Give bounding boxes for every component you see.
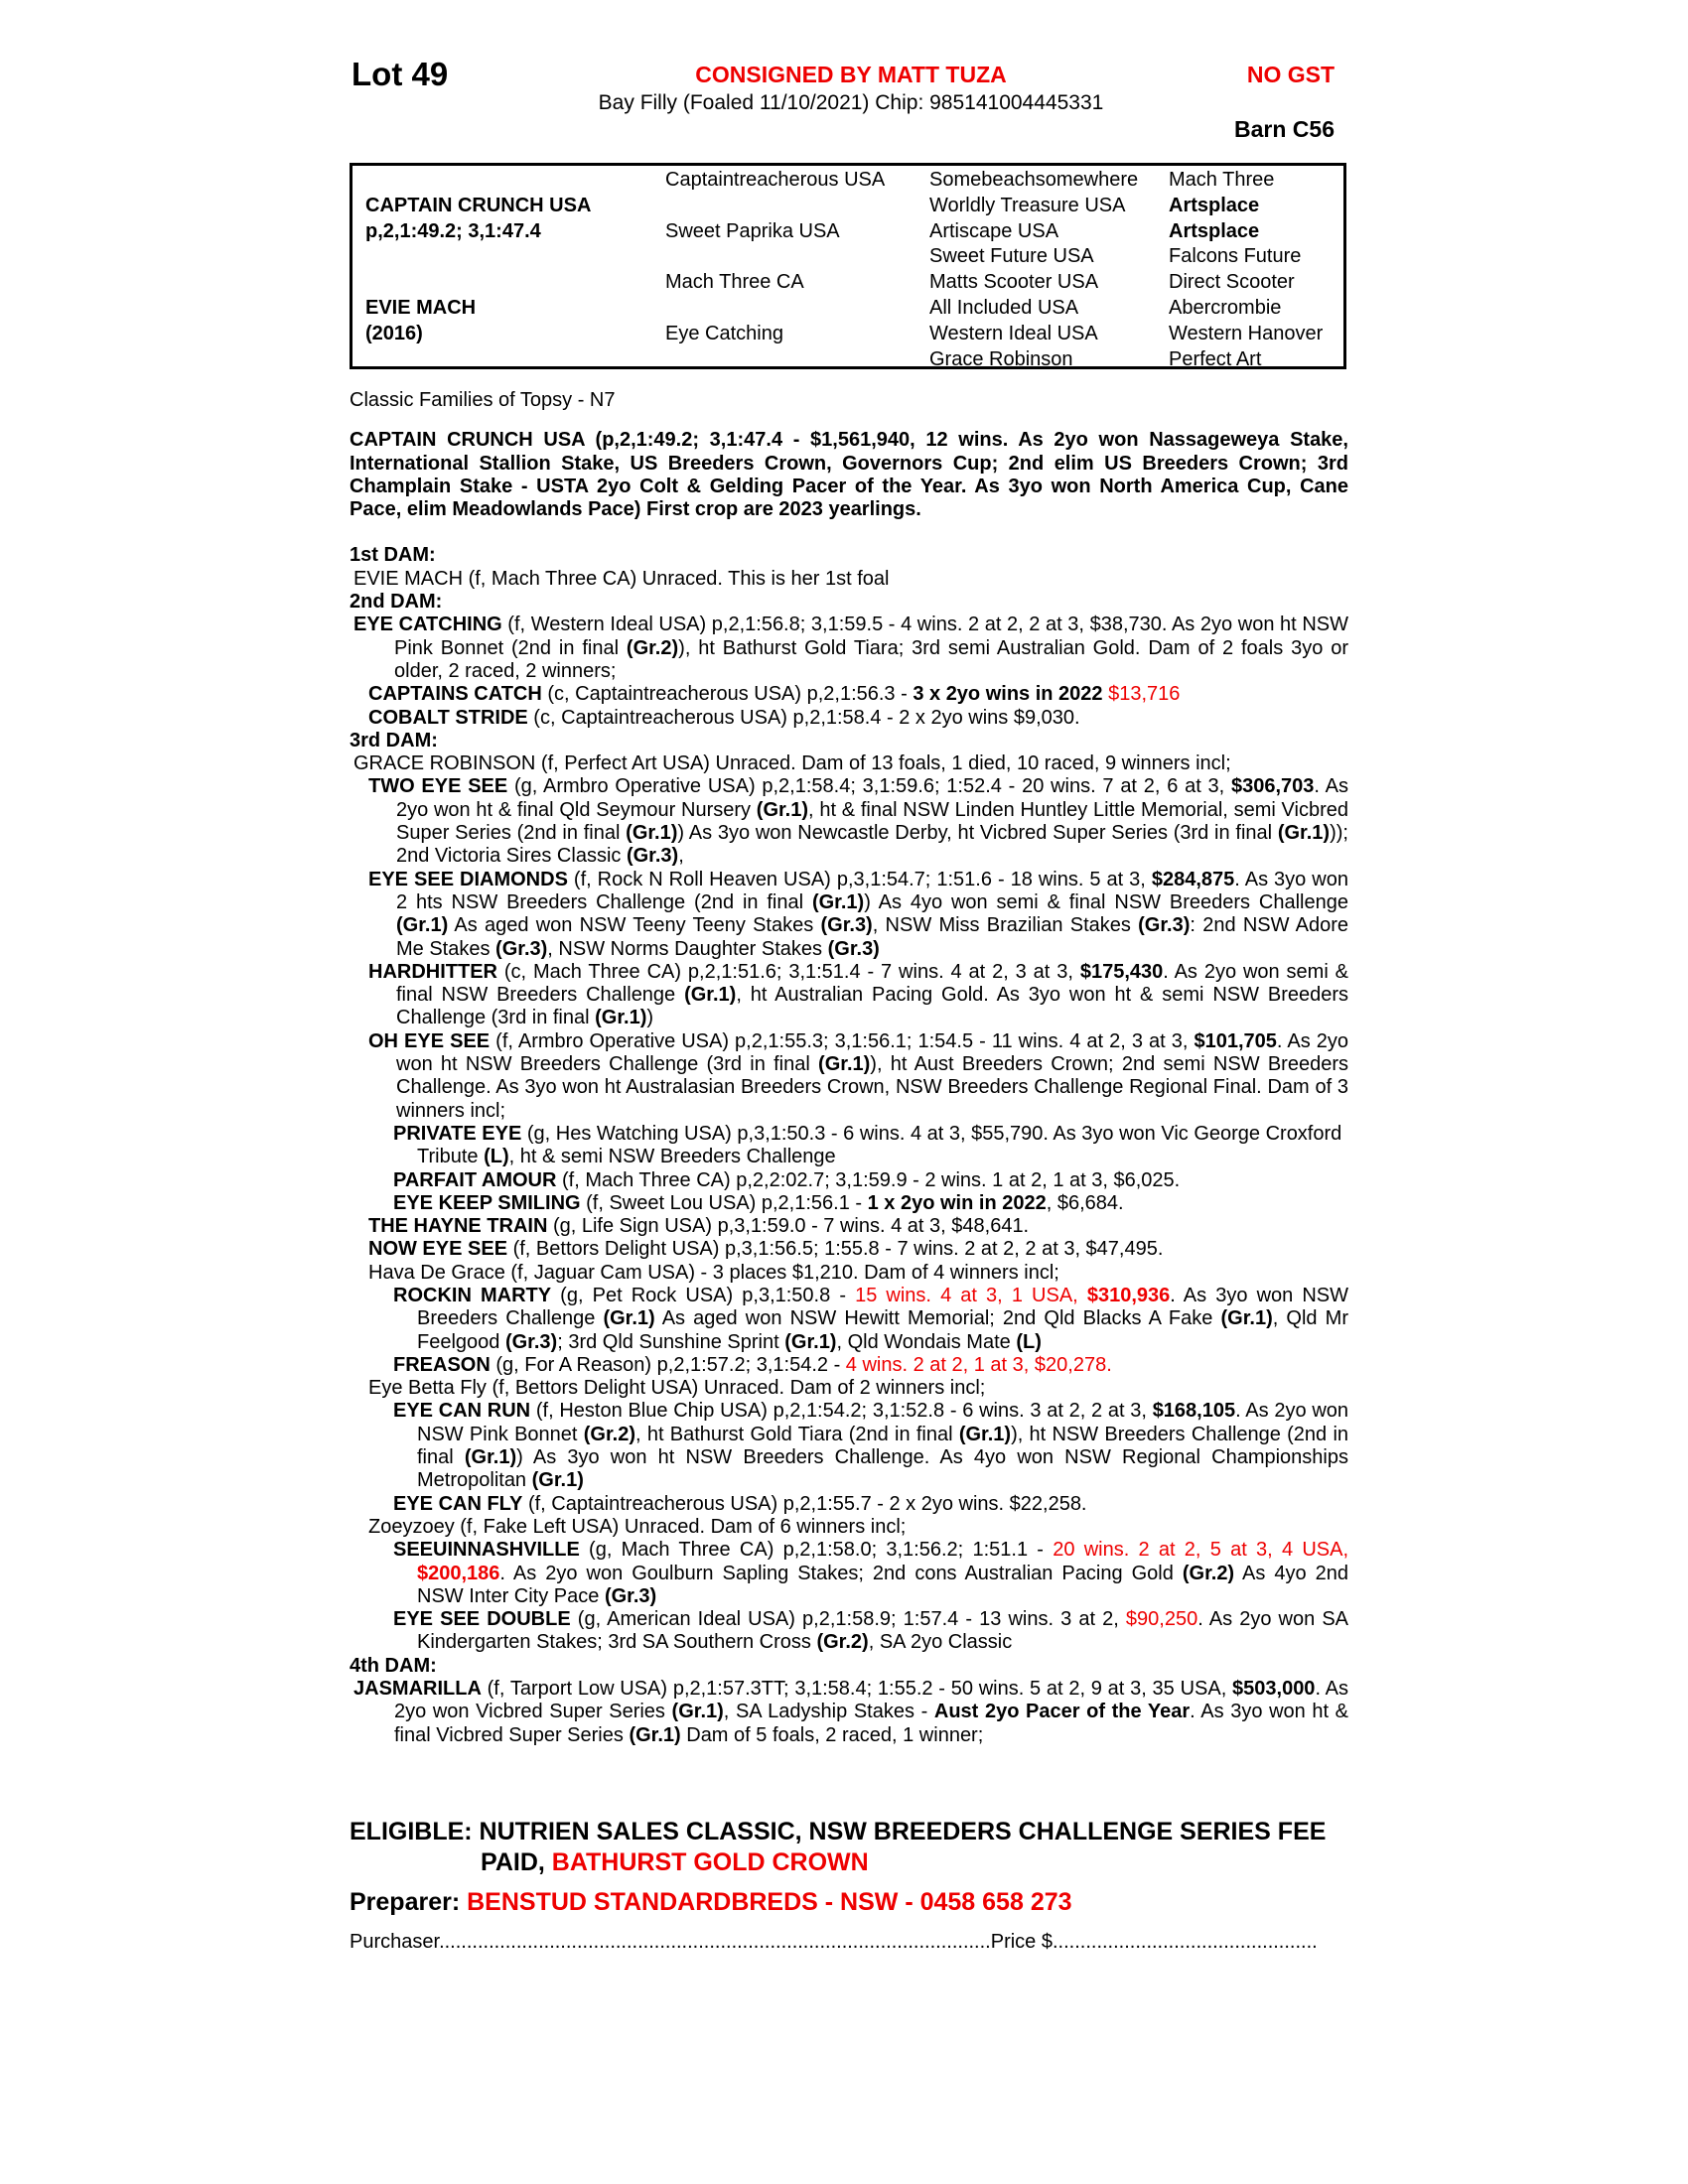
- pedigree-cell: [665, 296, 929, 322]
- text-run: (c, Captaintreacherous USA) p,2,1:56.3 -: [541, 683, 914, 706]
- pedigree-text: [350, 389, 1348, 1747]
- text-run: (Gr.3): [604, 1584, 657, 1607]
- text-run: , SA 2yo Classic: [868, 1631, 1013, 1654]
- text-run: (f, Heston Blue Chip USA) p,2,1:54.2; 3,1:52.8 - 6 wins. 3 at 2, 2 at 3,: [530, 1400, 1153, 1423]
- pedigree-cell: [665, 347, 929, 369]
- text-run: FREASON: [393, 1353, 491, 1376]
- text-run: EYE CAN RUN: [393, 1400, 531, 1423]
- text-run: (Gr.1): [629, 1723, 681, 1746]
- pedigree-cell: [365, 168, 665, 194]
- eligibility-paid: PAID,: [481, 1848, 552, 1876]
- text-run: TWO EYE SEE: [368, 775, 508, 798]
- text-run: . As 2yo won Goulburn Sapling Stakes; 2nd cons Australian Pacing Gold: [499, 1562, 1183, 1584]
- text-run: PRIVATE EYE: [393, 1122, 522, 1145]
- pedigree-cell: Western Ideal USA: [929, 322, 1098, 344]
- foal-description: Bay Filly (Foaled 11/10/2021) Chip: 985141004445331: [598, 91, 1104, 114]
- text-run: . As 2yo won ht & final Qld Seymour Nursery: [396, 775, 1348, 821]
- pedigree-cell: Worldly Treasure USA: [929, 194, 1126, 216]
- pedigree-cell: [365, 270, 665, 296]
- text-run: EVIE MACH (f, Mach Three CA) Unraced. This is her 1st foal: [353, 567, 890, 590]
- text-run: GRACE ROBINSON (f, Perfect Art USA) Unraced. Dam of 13 foals, 1 died, 10 raced, 9 winners incl;: [353, 752, 1231, 775]
- heading-4th-dam: [350, 1655, 1348, 1678]
- pedigree-cell: Somebeachsomewhere: [929, 169, 1139, 191]
- text-run: $168,105: [1152, 1400, 1236, 1423]
- eligibility-bathurst-gold-crown: BATHURST GOLD CROWN: [551, 1848, 869, 1876]
- text-run: (Gr.1): [958, 1423, 1012, 1445]
- pedigree-cell: Matts Scooter USA: [929, 271, 1099, 294]
- consigned-by: CONSIGNED BY MATT TUZA: [695, 62, 1007, 87]
- purchaser-label: Purchaser: [350, 1931, 440, 1953]
- text-run: 15 wins. 4 at 3, 1 USA,: [855, 1284, 1087, 1306]
- text-run: , ht Australian Pacing Gold. As 3yo won ht & semi NSW Breeders Challenge (3rd in final: [396, 984, 1349, 1029]
- preparer-line: [350, 1887, 1348, 1918]
- entry-hardhitter: [350, 961, 1348, 1030]
- pedigree-cell: [665, 194, 929, 219]
- text-run: EYE SEE DOUBLE: [393, 1608, 571, 1631]
- purchaser-dotted-line: ....................................................................................................: [439, 1931, 991, 1953]
- text-run: , ht & final NSW Linden Huntley Little Memorial, semi Vicbred Super Series (2nd in final: [396, 798, 1348, 845]
- text-run: 4th DAM:: [350, 1654, 437, 1677]
- text-run: As aged won NSW Hewitt Memorial; 2nd Qld Blacks A Fake: [654, 1307, 1221, 1330]
- text-run: (Gr.3): [495, 937, 548, 960]
- pedigree-cell: Eye Catching: [665, 322, 783, 344]
- entry-the-hayne-train: [350, 1215, 1348, 1238]
- text-run: 4 wins. 2 at 2, 1 at 3, $20,278.: [845, 1353, 1112, 1376]
- pedigree-cell: Artsplace: [1169, 219, 1260, 242]
- text-run: PARFAIT AMOUR: [393, 1168, 557, 1191]
- text-run: CAPTAIN CRUNCH USA (p,2,1:49.2; 3,1:47.4 - $1,561,940, 12 wins. As 2yo won Nassageweya Stake, International Stallion Stake, US Breeders Crown, Governors Cup; 2nd elim US Breeders Crown; 3rd Champlain Stake - USTA 2yo Colt & Gelding Pacer of the Year. As 3yo won North America Cup, Cane Pace, elim Meadowlands Pace) First crop are 2023 yearlings.: [350, 429, 1348, 521]
- preparer-label: Preparer:: [350, 1888, 468, 1916]
- text-run: , NSW Miss Brazilian Stakes: [872, 914, 1139, 937]
- pedigree-cell: Sweet Future USA: [929, 245, 1094, 268]
- text-run: (f, Bettors Delight USA) p,3,1:56.5; 1:55.8 - 7 wins. 2 at 2, 2 at 3, $47,495.: [507, 1238, 1164, 1261]
- pedigree-cell: Abercrombie: [1169, 296, 1282, 319]
- text-run: (Gr.1): [818, 1053, 871, 1076]
- text-run: (c, Captaintreacherous USA) p,2,1:58.4 - 2 x 2yo wins $9,030.: [527, 706, 1080, 729]
- text-run: Classic Families of Topsy - N7: [350, 389, 616, 411]
- text-run: : 2nd NSW Adore Me Stakes: [396, 914, 1348, 960]
- pedigree-cell: Artiscape USA: [929, 219, 1059, 242]
- text-run: . As 3yo won ht & final Vicbred Super Series: [394, 1701, 1349, 1746]
- pedigree-cell: p,2,1:49.2; 3,1:47.4: [365, 219, 541, 242]
- catalog-page: [350, 0, 1352, 2184]
- text-run: $200,186: [417, 1562, 500, 1584]
- text-run: EYE CATCHING: [353, 614, 502, 636]
- text-run: 3 x 2yo wins in 2022: [913, 683, 1103, 706]
- text-run: ) As 3yo won ht NSW Breeders Challenge. As 4yo won NSW Regional Championships Metropolitan: [417, 1446, 1348, 1492]
- barn-number: Barn C56: [1234, 116, 1335, 142]
- text-run: Hava De Grace (f, Jaguar Cam USA) - 3 places $1,210. Dam of 4 winners incl;: [368, 1261, 1059, 1284]
- text-run: (c, Mach Three CA) p,2,1:51.6; 3,1:51.4 - 7 wins. 4 at 2, 3 at 3,: [497, 960, 1080, 983]
- text-run: , SA Ladyship Stakes -: [723, 1701, 934, 1723]
- pedigree-cell: (2016): [365, 322, 423, 344]
- text-run: COBALT STRIDE: [368, 706, 528, 729]
- pedigree-cell: Sweet Paprika USA: [665, 219, 840, 242]
- text-run: (Gr.2): [816, 1631, 869, 1654]
- para-captain-crunch: [350, 429, 1348, 521]
- text-run: EYE SEE DIAMONDS: [368, 868, 568, 890]
- footer-block: [350, 1817, 1348, 1954]
- text-run: (f, Rock N Roll Heaven USA) p,3,1:54.7; 1:51.6 - 18 wins. 5 at 3,: [567, 868, 1152, 890]
- text-run: . As 3yo won NSW Breeders Challenge: [417, 1284, 1349, 1330]
- text-run: ) As 3yo won Newcastle Derby, ht Vicbred Super Series (3rd in final: [677, 822, 1278, 845]
- text-run: (Gr.3): [504, 1330, 558, 1353]
- text-run: OH EYE SEE: [368, 1029, 491, 1052]
- text-run: JASMARILLA: [353, 1678, 482, 1701]
- text-run: (Gr.1): [671, 1701, 724, 1723]
- heading-1st-dam: [350, 544, 1348, 567]
- pedigree-cell: CAPTAIN CRUNCH USA: [365, 194, 592, 216]
- pedigree-cell: All Included USA: [929, 296, 1079, 319]
- entry-seeuinnashville: [350, 1539, 1348, 1608]
- text-run: ; 3rd Qld Sunshine Sprint: [557, 1330, 785, 1353]
- text-run: (Gr.1): [626, 822, 678, 845]
- text-run: . As 2yo won semi & final NSW Breeders Challenge: [396, 960, 1348, 1007]
- text-run: $13,716: [1108, 683, 1181, 706]
- text-run: (f, Tarport Low USA) p,2,1:57.3TT; 3,1:58.4; 1:55.2 - 50 wins. 5 at 2, 9 at 3, 35 USA,: [481, 1678, 1233, 1701]
- text-run: (f, Mach Three CA) p,2,2:02.7; 3,1:59.9 - 2 wins. 1 at 2, 1 at 3, $6,025.: [556, 1168, 1181, 1191]
- text-run: . As 3yo won 2 hts NSW Breeders Challenge (2nd in final: [396, 868, 1348, 913]
- text-run: (Gr.3): [820, 914, 873, 937]
- text-run: (L): [1016, 1330, 1042, 1353]
- pedigree-cell: Artsplace: [1169, 194, 1260, 216]
- entry-freason: [350, 1354, 1348, 1377]
- text-run: (Gr.2): [583, 1423, 635, 1445]
- text-run: ) As 4yo won semi & final NSW Breeders Challenge: [864, 890, 1348, 913]
- text-run: (Gr.1): [595, 1007, 647, 1029]
- entry-captains-catch: [350, 683, 1348, 706]
- entry-eye-see-diamonds: [350, 869, 1348, 961]
- text-run: (Gr.3): [827, 937, 880, 960]
- entry-eye-can-fly: [350, 1493, 1348, 1516]
- entry-hava-de-grace: [350, 1262, 1348, 1285]
- pedigree-cell: [365, 244, 665, 270]
- text-run: 3rd DAM:: [350, 729, 438, 751]
- entry-grace-robinson: [350, 752, 1348, 775]
- text-run: (Gr.1): [811, 890, 865, 913]
- text-run: (f, Captaintreacherous USA) p,2,1:55.7 - 2 x 2yo wins. $22,258.: [522, 1492, 1087, 1515]
- text-run: (g, For A Reason) p,2,1:57.2; 3,1:54.2 -: [490, 1353, 846, 1376]
- entry-eye-see-double: [350, 1608, 1348, 1655]
- text-run: , ht Bathurst Gold Tiara (2nd in final: [635, 1423, 959, 1445]
- text-run: ), ht NSW Breeders Challenge (2nd in final: [417, 1423, 1349, 1469]
- text-run: (Gr.3): [626, 845, 679, 868]
- text-run: ), ht Bathurst Gold Tiara; 3rd semi Australian Gold. Dam of 2 foals 3yo or older, 2 raced, 2 winners;: [394, 636, 1348, 682]
- text-run: NOW EYE SEE: [368, 1238, 508, 1261]
- text-run: (Gr.1): [464, 1446, 517, 1469]
- eligibility-line1: ELIGIBLE: NUTRIEN SALES CLASSIC, NSW BREEDERS CHALLENGE SERIES FEE: [350, 1818, 1327, 1845]
- text-run: (f, Sweet Lou USA) p,2,1:56.1 -: [580, 1191, 868, 1214]
- no-gst-flag: NO GST: [1246, 62, 1335, 87]
- text-run: THE HAYNE TRAIN: [368, 1215, 548, 1238]
- pedigree-cell: Western Hanover: [1169, 322, 1324, 344]
- text-run: Zoeyzoey (f, Fake Left USA) Unraced. Dam of 6 winners incl;: [368, 1515, 907, 1538]
- text-run: ), ht Aust Breeders Crown; 2nd semi NSW Breeders Challenge. As 3yo won ht Australasian Breeders Crown, NSW Breeders Challenge Regional Final. Dam of 3 winners incl;: [396, 1053, 1348, 1122]
- pedigree-cell: Falcons Future: [1169, 245, 1302, 268]
- text-run: (Gr.1): [756, 798, 809, 821]
- text-run: (Gr.2): [626, 636, 679, 659]
- pedigree-cell: EVIE MACH: [365, 296, 477, 319]
- text-run: Aust 2yo Pacer of the Year: [933, 1701, 1191, 1723]
- entry-cobalt-stride: [350, 707, 1348, 730]
- text-run: . As 2yo won SA Kindergarten Stakes; 3rd SA Southern Cross: [417, 1608, 1348, 1654]
- pedigree-cell: Mach Three CA: [665, 271, 804, 294]
- heading-3rd-dam: [350, 730, 1348, 752]
- entry-jasmarilla: [350, 1678, 1348, 1747]
- eligibility-statement: [350, 1817, 1348, 1878]
- text-run: $306,703: [1231, 775, 1315, 798]
- pedigree-cell: Grace Robinson: [929, 347, 1073, 369]
- text-run: . As 2yo won Vicbred Super Series: [394, 1678, 1348, 1723]
- text-run: (Gr.1): [1277, 822, 1331, 845]
- text-run: . As 2yo won ht NSW Breeders Challenge (3rd in final: [396, 1029, 1348, 1076]
- text-run: , NSW Norms Daughter Stakes: [547, 937, 828, 960]
- text-run: )); 2nd Victoria Sires Classic: [396, 822, 1348, 868]
- entry-oh-eye-see: [350, 1030, 1348, 1123]
- entry-rockin-marty: [350, 1285, 1348, 1354]
- entry-eye-can-run: [350, 1400, 1348, 1492]
- text-run: (Gr.2): [1182, 1562, 1235, 1584]
- pedigree-cell: Captaintreacherous USA: [665, 169, 886, 191]
- pedigree-cell: Mach Three: [1169, 169, 1275, 191]
- text-run: , $6,684.: [1046, 1191, 1124, 1214]
- text-run: ,: [678, 845, 684, 868]
- purchaser-line: [350, 1931, 1348, 1954]
- pedigree-grid: [350, 163, 1346, 369]
- pedigree-cell: Direct Scooter: [1169, 271, 1295, 294]
- text-run: As aged won NSW Teeny Teeny Stakes: [448, 914, 821, 937]
- entry-eye-betta-fly: [350, 1377, 1348, 1400]
- text-run: (g, Life Sign USA) p,3,1:59.0 - 7 wins. 4 at 3, $48,641.: [547, 1215, 1030, 1238]
- text-run: (g, American Ideal USA) p,2,1:58.9; 1:57.4 - 13 wins. 3 at 2,: [570, 1608, 1126, 1631]
- text-run: (Gr.1): [684, 984, 737, 1007]
- text-run: Dam of 5 foals, 2 raced, 1 winner;: [680, 1723, 984, 1746]
- entry-private-eye: [350, 1123, 1348, 1169]
- text-run: , ht & semi NSW Breeders Challenge: [508, 1146, 836, 1168]
- text-run: $175,430: [1079, 960, 1164, 983]
- text-run: (f, Armbro Operative USA) p,2,1:55.3; 3,1:56.1; 1:54.5 - 11 wins. 4 at 2, 3 at 3,: [490, 1029, 1195, 1052]
- text-run: $101,705: [1194, 1029, 1277, 1052]
- entry-eye-keep-smiling: [350, 1192, 1348, 1215]
- text-run: $90,250: [1125, 1608, 1198, 1631]
- text-run: (Gr.1): [784, 1330, 837, 1353]
- text-run: 20 wins. 2 at 2, 5 at 3, 4 USA,: [1053, 1539, 1348, 1562]
- text-run: CAPTAINS CATCH: [368, 683, 542, 706]
- price-label: Price $: [990, 1931, 1053, 1953]
- text-run: EYE KEEP SMILING: [393, 1191, 581, 1214]
- text-run: (Gr.1): [1220, 1307, 1273, 1330]
- entry-parfait-amour: [350, 1169, 1348, 1192]
- text-run: (Gr.1): [603, 1307, 655, 1330]
- text-run: 1 x 2yo win in 2022: [867, 1191, 1047, 1214]
- eligibility-line2: [350, 1847, 1348, 1878]
- text-run: (Gr.1): [396, 914, 449, 937]
- entry-two-eye-see: [350, 775, 1348, 868]
- pedigree-cell: [665, 244, 929, 270]
- entry-now-eye-see: [350, 1238, 1348, 1261]
- text-run: $310,936: [1086, 1284, 1171, 1306]
- text-run: , Qld Mr Feelgood: [417, 1307, 1348, 1353]
- text-run: (g, Hes Watching USA) p,3,1:50.3 - 6 wins. 4 at 3, $55,790. As 3yo won Vic George Croxford Tribute: [417, 1122, 1342, 1168]
- text-run: $503,000: [1232, 1678, 1316, 1701]
- classic-families-line: [350, 389, 1348, 412]
- price-dotted-line: ................................................: [1052, 1931, 1318, 1953]
- lot-number: Lot 49: [352, 56, 449, 92]
- entry-evie-mach: [350, 568, 1348, 591]
- text-run: HARDHITTER: [368, 960, 497, 983]
- text-run: , Qld Wondais Mate: [836, 1330, 1017, 1353]
- text-run: EYE CAN FLY: [393, 1492, 523, 1515]
- text-run: As 4yo 2nd NSW Inter City Pace: [417, 1562, 1348, 1607]
- pedigree-cell: [365, 347, 665, 369]
- pedigree-cell: Perfect Art: [1169, 347, 1262, 369]
- text-run: ROCKIN MARTY: [393, 1284, 552, 1306]
- entry-eye-catching: [350, 614, 1348, 683]
- text-run: (f, Western Ideal USA) p,2,1:56.8; 3,1:59.5 - 4 wins. 2 at 2, 2 at 3, $38,730. As 2yo won ht NSW Pink Bonnet (2nd in final: [394, 614, 1349, 659]
- text-run: (Gr.3): [1138, 914, 1191, 937]
- text-run: Eye Betta Fly (f, Bettors Delight USA) Unraced. Dam of 2 winners incl;: [368, 1377, 986, 1400]
- text-run: SEEUINNASHVILLE: [393, 1539, 580, 1562]
- text-run: 2nd DAM:: [350, 591, 443, 614]
- text-run: $284,875: [1151, 868, 1235, 890]
- text-run: (Gr.1): [531, 1469, 584, 1492]
- text-run: . As 2yo won NSW Pink Bonnet: [417, 1400, 1349, 1445]
- text-run: (g, Armbro Operative USA) p,2,1:58.4; 3,1:59.6; 1:52.4 - 20 wins. 7 at 2, 6 at 3,: [507, 775, 1231, 798]
- preparer-value: BENSTUD STANDARDBREDS - NSW - 0458 658 273: [467, 1888, 1072, 1916]
- heading-2nd-dam: [350, 591, 1348, 614]
- text-run: ): [646, 1007, 654, 1029]
- text-run: 1st DAM:: [350, 544, 436, 567]
- text-run: (g, Mach Three CA) p,2,1:58.0; 3,1:56.2; 1:51.1 -: [579, 1539, 1054, 1562]
- text-run: (L): [484, 1146, 509, 1168]
- text-run: (g, Pet Rock USA) p,3,1:50.8 -: [551, 1284, 856, 1306]
- entry-zoeyzoey: [350, 1516, 1348, 1539]
